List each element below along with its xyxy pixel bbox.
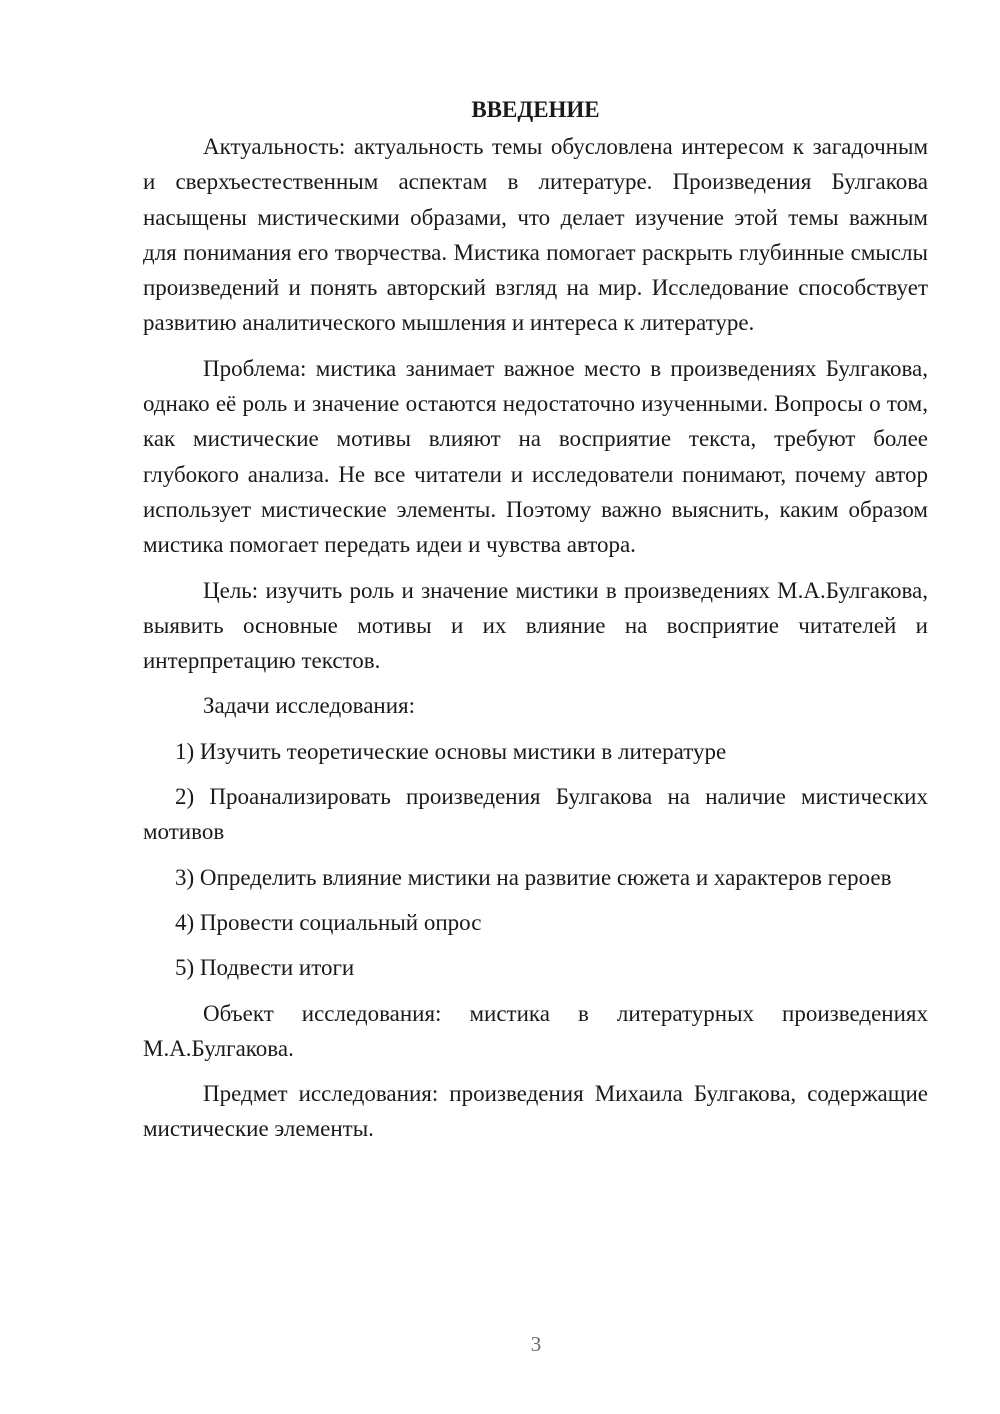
- subject-paragraph: Предмет исследования: произведения Михаила Булгакова, содержащие мистические элементы.: [143, 1081, 928, 1142]
- section-heading: ВВЕДЕНИЕ: [471, 97, 600, 122]
- problem-paragraph: Проблема: мистика занимает важное место в произведениях Булгакова, однако её роль и значение остаются недостаточно изученными. Вопросы о том, как мистические мотивы влияют на восприятие текста, требуют более глубокого анализа. Не все читатели и исследователи понимают, почему автор использует мистические элементы. Поэтому важно выяснить, каким образом мистика помогает передать идеи и чувства автора.: [143, 355, 928, 558]
- relevance-paragraph: Актуальность: актуальность темы обусловлена интересом к загадочным и сверхъестественным аспектам в литературе. Произведения Булгакова насыщены мистическими образами, что делает изучение этой темы важным для понимания его творчества. Мистика помогает раскрыть глубинные смыслы произведений и понять авторский взгляд на мир. Исследование способствует развитию аналитического мышления и интереса к литературе.: [143, 134, 928, 336]
- object-paragraph: Объект исследования: мистика в литературных произведениях М.А.Булгакова.: [143, 1000, 928, 1061]
- goal-paragraph: Цель: изучить роль и значение мистики в произведениях М.А.Булгакова, выявить основные мотивы и их влияние на восприятие читателей и интерпретацию текстов.: [143, 577, 928, 674]
- task-item-4: 4) Провести социальный опрос: [175, 909, 482, 935]
- task-item-5: 5) Подвести итоги: [175, 955, 355, 981]
- task-item-3: 3) Определить влияние мистики на развитие сюжета и характеров героев: [175, 864, 892, 890]
- document-page: [143, 92, 928, 1157]
- task-item-2: 2) Проанализировать произведения Булгакова на наличие мистических мотивов: [143, 784, 928, 845]
- task-item-1: 1) Изучить теоретические основы мистики в литературе: [175, 738, 727, 764]
- page-number: 3: [530, 1332, 542, 1356]
- tasks-title: Задачи исследования:: [203, 693, 416, 719]
